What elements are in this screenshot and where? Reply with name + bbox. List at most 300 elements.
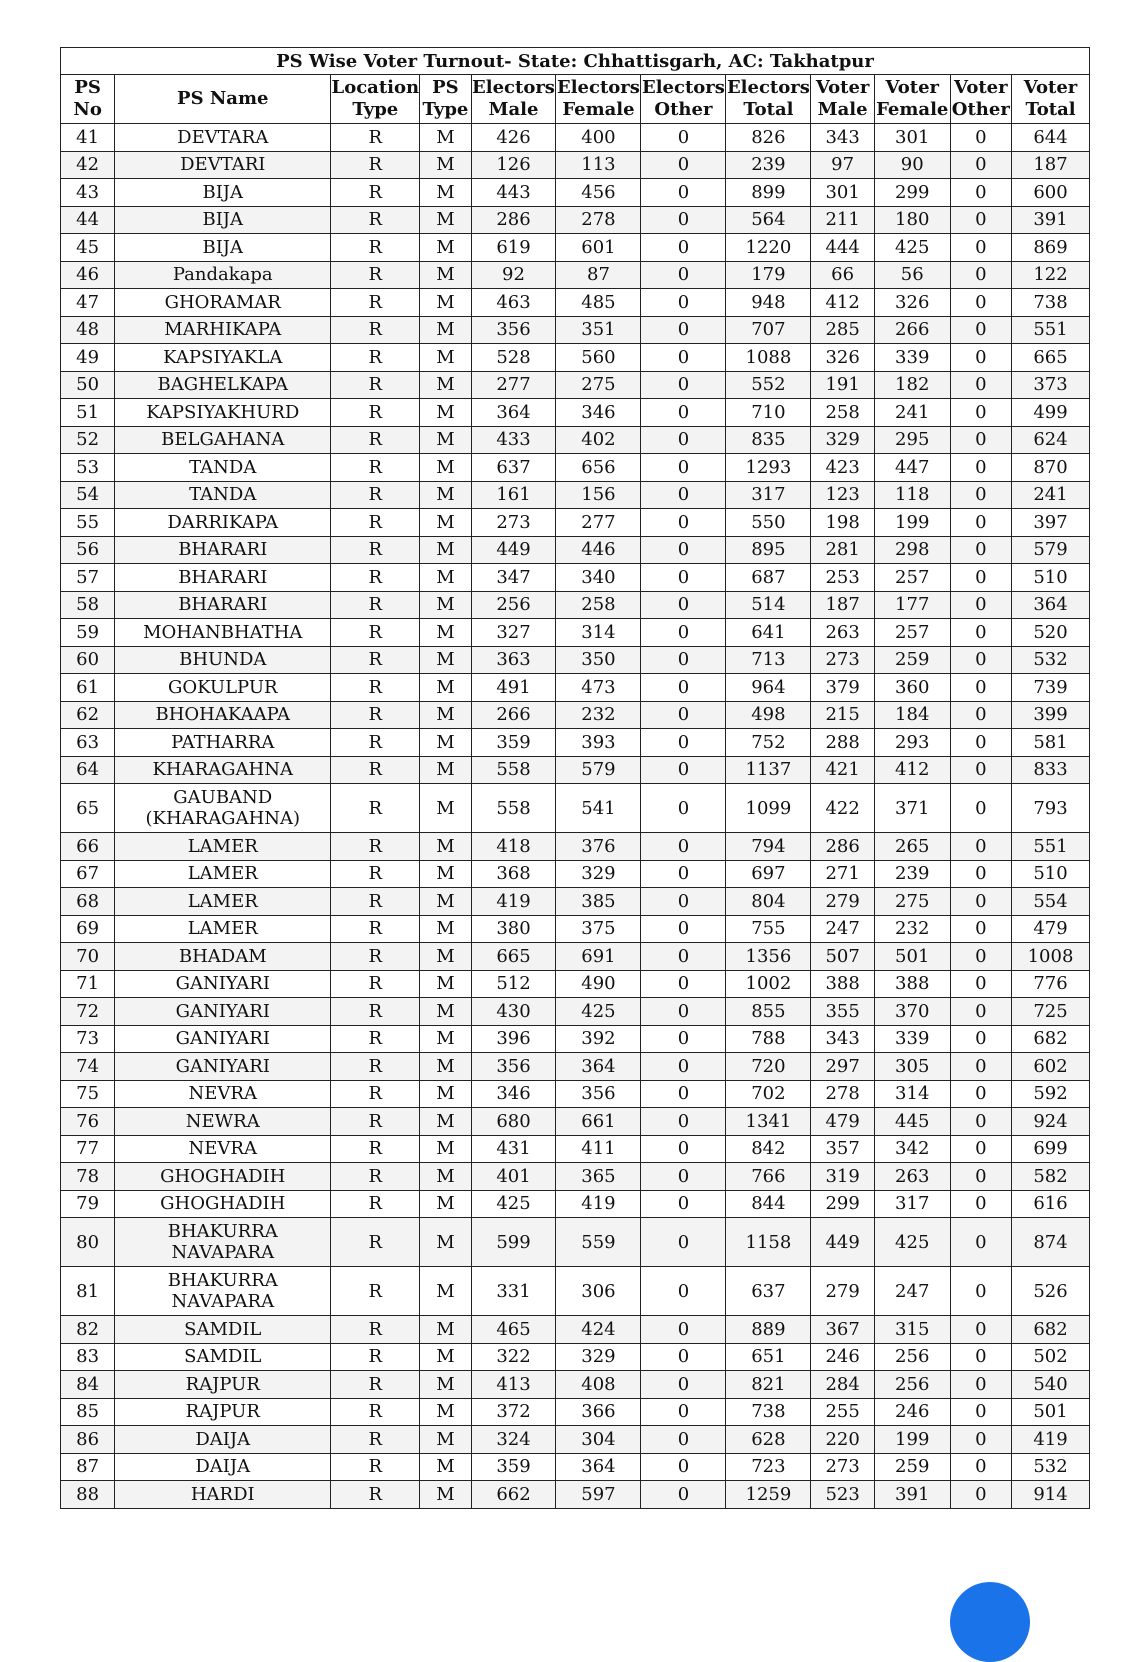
- cell-electors-male: 443: [471, 179, 556, 207]
- cell-location-type: R: [331, 426, 420, 454]
- cell-electors-female: 411: [556, 1135, 641, 1163]
- cell-voter-total: 551: [1012, 833, 1090, 861]
- cell-ps-no: 82: [61, 1316, 115, 1344]
- cell-ps-type: M: [420, 674, 471, 702]
- cell-location-type: R: [331, 179, 420, 207]
- cell-ps-no: 83: [61, 1343, 115, 1371]
- cell-voter-total: 510: [1012, 564, 1090, 592]
- cell-voter-other: 0: [950, 998, 1011, 1026]
- cell-voter-other: 0: [950, 1343, 1011, 1371]
- cell-ps-name: GANIYARI: [115, 1025, 331, 1053]
- cell-ps-no: 59: [61, 619, 115, 647]
- cell-electors-female: 597: [556, 1481, 641, 1509]
- cell-ps-no: 49: [61, 344, 115, 372]
- cell-location-type: R: [331, 915, 420, 943]
- header-voter-total: Voter Total: [1012, 75, 1090, 124]
- cell-ps-no: 48: [61, 316, 115, 344]
- cell-electors-male: 491: [471, 674, 556, 702]
- cell-ps-no: 85: [61, 1398, 115, 1426]
- cell-voter-other: 0: [950, 536, 1011, 564]
- table-row: [61, 970, 1090, 998]
- cell-electors-female: 385: [556, 888, 641, 916]
- cell-ps-no: 44: [61, 206, 115, 234]
- cell-electors-female: 366: [556, 1398, 641, 1426]
- cell-voter-female: 182: [874, 371, 950, 399]
- cell-ps-name: GHORAMAR: [115, 289, 331, 317]
- cell-ps-type: M: [420, 729, 471, 757]
- cell-electors-female: 329: [556, 860, 641, 888]
- cell-voter-female: 247: [874, 1267, 950, 1316]
- cell-electors-male: 401: [471, 1163, 556, 1191]
- cell-voter-female: 184: [874, 701, 950, 729]
- cell-electors-total: 855: [726, 998, 811, 1026]
- cell-electors-total: 552: [726, 371, 811, 399]
- cell-electors-female: 656: [556, 454, 641, 482]
- cell-electors-other: 0: [641, 1316, 726, 1344]
- cell-voter-male: 379: [811, 674, 874, 702]
- cell-ps-no: 50: [61, 371, 115, 399]
- cell-ps-type: M: [420, 860, 471, 888]
- cell-voter-other: 0: [950, 970, 1011, 998]
- cell-ps-name: SAMDIL: [115, 1316, 331, 1344]
- cell-voter-total: 479: [1012, 915, 1090, 943]
- header-electors-total: Electors Total: [726, 75, 811, 124]
- cell-location-type: R: [331, 344, 420, 372]
- cell-electors-total: 788: [726, 1025, 811, 1053]
- table-row: [61, 536, 1090, 564]
- cell-electors-total: 628: [726, 1426, 811, 1454]
- cell-electors-male: 619: [471, 234, 556, 262]
- cell-voter-male: 123: [811, 481, 874, 509]
- header-voter-other: Voter Other: [950, 75, 1011, 124]
- cell-voter-other: 0: [950, 756, 1011, 784]
- cell-electors-total: 687: [726, 564, 811, 592]
- cell-voter-total: 682: [1012, 1316, 1090, 1344]
- cell-ps-no: 76: [61, 1108, 115, 1136]
- table-row: [61, 1080, 1090, 1108]
- cell-ps-type: M: [420, 1053, 471, 1081]
- cell-electors-other: 0: [641, 234, 726, 262]
- cell-electors-other: 0: [641, 915, 726, 943]
- cell-voter-total: 725: [1012, 998, 1090, 1026]
- cell-electors-female: 329: [556, 1343, 641, 1371]
- cell-ps-type: M: [420, 1481, 471, 1509]
- cell-ps-name: BHARARI: [115, 536, 331, 564]
- cell-electors-male: 425: [471, 1190, 556, 1218]
- cell-ps-no: 63: [61, 729, 115, 757]
- cell-electors-male: 662: [471, 1481, 556, 1509]
- cell-voter-other: 0: [950, 399, 1011, 427]
- cell-electors-female: 350: [556, 646, 641, 674]
- cell-electors-total: 804: [726, 888, 811, 916]
- cell-location-type: R: [331, 888, 420, 916]
- cell-voter-total: 793: [1012, 784, 1090, 833]
- cell-ps-name: BHAKURRA NAVAPARA: [115, 1218, 331, 1267]
- cell-electors-total: 1341: [726, 1108, 811, 1136]
- cell-electors-female: 485: [556, 289, 641, 317]
- cell-electors-total: 1088: [726, 344, 811, 372]
- cell-voter-other: 0: [950, 1316, 1011, 1344]
- cell-voter-male: 388: [811, 970, 874, 998]
- cell-voter-other: 0: [950, 860, 1011, 888]
- cell-electors-other: 0: [641, 399, 726, 427]
- cell-location-type: R: [331, 261, 420, 289]
- cell-electors-male: 449: [471, 536, 556, 564]
- cell-voter-total: 364: [1012, 591, 1090, 619]
- cell-location-type: R: [331, 701, 420, 729]
- cell-ps-no: 46: [61, 261, 115, 289]
- cell-electors-male: 331: [471, 1267, 556, 1316]
- cell-voter-male: 297: [811, 1053, 874, 1081]
- cell-electors-total: 723: [726, 1453, 811, 1481]
- cell-voter-male: 273: [811, 646, 874, 674]
- table-row: [61, 1218, 1090, 1267]
- cell-voter-female: 199: [874, 509, 950, 537]
- cell-electors-female: 314: [556, 619, 641, 647]
- cell-voter-total: 833: [1012, 756, 1090, 784]
- cell-ps-no: 74: [61, 1053, 115, 1081]
- cell-electors-other: 0: [641, 1343, 726, 1371]
- cell-ps-no: 70: [61, 943, 115, 971]
- cell-ps-name: GAUBAND (KHARAGAHNA): [115, 784, 331, 833]
- cell-electors-male: 372: [471, 1398, 556, 1426]
- cell-ps-name: NEVRA: [115, 1135, 331, 1163]
- cell-voter-other: 0: [950, 1053, 1011, 1081]
- cell-voter-other: 0: [950, 289, 1011, 317]
- cell-ps-no: 75: [61, 1080, 115, 1108]
- cell-ps-name: GANIYARI: [115, 970, 331, 998]
- table-row: [61, 915, 1090, 943]
- table-row: [61, 1481, 1090, 1509]
- cell-electors-other: 0: [641, 1267, 726, 1316]
- table-row: [61, 344, 1090, 372]
- cell-electors-other: 0: [641, 784, 726, 833]
- cell-ps-no: 54: [61, 481, 115, 509]
- cell-voter-other: 0: [950, 1190, 1011, 1218]
- cell-electors-male: 356: [471, 1053, 556, 1081]
- cell-electors-total: 707: [726, 316, 811, 344]
- cell-ps-name: BIJA: [115, 179, 331, 207]
- cell-electors-total: 895: [726, 536, 811, 564]
- cell-voter-other: 0: [950, 701, 1011, 729]
- cell-ps-type: M: [420, 536, 471, 564]
- cell-location-type: R: [331, 1025, 420, 1053]
- cell-ps-type: M: [420, 1190, 471, 1218]
- cell-voter-other: 0: [950, 915, 1011, 943]
- cell-voter-other: 0: [950, 1025, 1011, 1053]
- cell-ps-type: M: [420, 1218, 471, 1267]
- cell-electors-total: 794: [726, 833, 811, 861]
- cell-electors-female: 346: [556, 399, 641, 427]
- cell-voter-male: 357: [811, 1135, 874, 1163]
- cell-voter-total: 579: [1012, 536, 1090, 564]
- cell-electors-total: 641: [726, 619, 811, 647]
- cell-electors-other: 0: [641, 509, 726, 537]
- cell-electors-male: 637: [471, 454, 556, 482]
- cell-electors-female: 661: [556, 1108, 641, 1136]
- cell-electors-male: 665: [471, 943, 556, 971]
- cell-electors-total: 821: [726, 1371, 811, 1399]
- cell-location-type: R: [331, 591, 420, 619]
- cell-electors-other: 0: [641, 888, 726, 916]
- cell-voter-total: 582: [1012, 1163, 1090, 1191]
- cell-electors-total: 564: [726, 206, 811, 234]
- cell-ps-name: BELGAHANA: [115, 426, 331, 454]
- cell-electors-male: 463: [471, 289, 556, 317]
- cell-voter-female: 370: [874, 998, 950, 1026]
- cell-voter-total: 554: [1012, 888, 1090, 916]
- cell-voter-female: 239: [874, 860, 950, 888]
- cell-electors-other: 0: [641, 1163, 726, 1191]
- table-row: [61, 833, 1090, 861]
- header-row: [61, 75, 1090, 124]
- cell-voter-female: 425: [874, 234, 950, 262]
- cell-voter-total: 682: [1012, 1025, 1090, 1053]
- cell-electors-male: 363: [471, 646, 556, 674]
- cell-ps-name: HARDI: [115, 1481, 331, 1509]
- cell-electors-female: 364: [556, 1053, 641, 1081]
- cell-electors-total: 514: [726, 591, 811, 619]
- cell-voter-female: 371: [874, 784, 950, 833]
- cell-voter-total: 665: [1012, 344, 1090, 372]
- cell-voter-total: 532: [1012, 1453, 1090, 1481]
- cell-electors-female: 402: [556, 426, 641, 454]
- cell-electors-female: 356: [556, 1080, 641, 1108]
- cell-electors-female: 365: [556, 1163, 641, 1191]
- cell-voter-male: 97: [811, 151, 874, 179]
- cell-ps-no: 81: [61, 1267, 115, 1316]
- cell-ps-type: M: [420, 833, 471, 861]
- cell-electors-female: 113: [556, 151, 641, 179]
- cell-voter-female: 241: [874, 399, 950, 427]
- cell-electors-total: 889: [726, 1316, 811, 1344]
- cell-ps-no: 88: [61, 1481, 115, 1509]
- table-row: [61, 998, 1090, 1026]
- cell-voter-other: 0: [950, 1218, 1011, 1267]
- cell-location-type: R: [331, 564, 420, 592]
- cell-voter-other: 0: [950, 261, 1011, 289]
- cell-ps-type: M: [420, 1371, 471, 1399]
- cell-ps-name: GANIYARI: [115, 998, 331, 1026]
- cell-ps-type: M: [420, 206, 471, 234]
- cell-electors-female: 340: [556, 564, 641, 592]
- cell-location-type: R: [331, 1426, 420, 1454]
- cell-electors-other: 0: [641, 179, 726, 207]
- table-row: [61, 943, 1090, 971]
- table-body: [61, 124, 1090, 1509]
- cell-ps-type: M: [420, 426, 471, 454]
- cell-ps-no: 61: [61, 674, 115, 702]
- cell-electors-female: 277: [556, 509, 641, 537]
- cell-electors-other: 0: [641, 591, 726, 619]
- cell-ps-type: M: [420, 454, 471, 482]
- cell-electors-male: 465: [471, 1316, 556, 1344]
- table-row: [61, 860, 1090, 888]
- cell-electors-other: 0: [641, 536, 726, 564]
- cell-ps-type: M: [420, 151, 471, 179]
- cell-electors-other: 0: [641, 756, 726, 784]
- cell-voter-male: 279: [811, 888, 874, 916]
- cell-voter-total: 520: [1012, 619, 1090, 647]
- cell-electors-male: 419: [471, 888, 556, 916]
- cell-voter-total: 699: [1012, 1135, 1090, 1163]
- cell-voter-female: 265: [874, 833, 950, 861]
- cell-electors-male: 680: [471, 1108, 556, 1136]
- cell-voter-male: 211: [811, 206, 874, 234]
- table-row: [61, 509, 1090, 537]
- cell-ps-name: RAJPUR: [115, 1371, 331, 1399]
- cell-electors-male: 599: [471, 1218, 556, 1267]
- header-ps-type: PS Type: [420, 75, 471, 124]
- floating-action-button[interactable]: [950, 1582, 1030, 1662]
- cell-electors-male: 346: [471, 1080, 556, 1108]
- cell-voter-female: 445: [874, 1108, 950, 1136]
- cell-voter-other: 0: [950, 1481, 1011, 1509]
- cell-ps-name: MOHANBHATHA: [115, 619, 331, 647]
- cell-electors-total: 239: [726, 151, 811, 179]
- cell-ps-name: PATHARRA: [115, 729, 331, 757]
- cell-voter-male: 343: [811, 1025, 874, 1053]
- cell-ps-no: 69: [61, 915, 115, 943]
- cell-voter-total: 399: [1012, 701, 1090, 729]
- cell-ps-name: BAGHELKAPA: [115, 371, 331, 399]
- cell-voter-other: 0: [950, 426, 1011, 454]
- cell-voter-male: 329: [811, 426, 874, 454]
- voter-turnout-table: [60, 47, 1090, 1509]
- cell-voter-total: 870: [1012, 454, 1090, 482]
- cell-location-type: R: [331, 206, 420, 234]
- cell-electors-total: 179: [726, 261, 811, 289]
- cell-voter-female: 339: [874, 1025, 950, 1053]
- cell-ps-name: BHARARI: [115, 564, 331, 592]
- cell-ps-no: 65: [61, 784, 115, 833]
- cell-voter-female: 299: [874, 179, 950, 207]
- cell-ps-name: BHOHAKAAPA: [115, 701, 331, 729]
- cell-ps-name: BHUNDA: [115, 646, 331, 674]
- cell-ps-name: KAPSIYAKHURD: [115, 399, 331, 427]
- cell-voter-total: 874: [1012, 1218, 1090, 1267]
- cell-electors-female: 351: [556, 316, 641, 344]
- cell-voter-male: 187: [811, 591, 874, 619]
- cell-voter-female: 425: [874, 1218, 950, 1267]
- table-row: [61, 206, 1090, 234]
- table-row: [61, 1316, 1090, 1344]
- cell-voter-male: 198: [811, 509, 874, 537]
- cell-voter-male: 271: [811, 860, 874, 888]
- cell-electors-male: 364: [471, 399, 556, 427]
- cell-ps-no: 72: [61, 998, 115, 1026]
- cell-electors-male: 347: [471, 564, 556, 592]
- cell-voter-other: 0: [950, 591, 1011, 619]
- cell-electors-female: 408: [556, 1371, 641, 1399]
- cell-voter-other: 0: [950, 509, 1011, 537]
- cell-voter-male: 479: [811, 1108, 874, 1136]
- table-row: [61, 261, 1090, 289]
- cell-voter-other: 0: [950, 371, 1011, 399]
- cell-electors-total: 948: [726, 289, 811, 317]
- header-electors-male: Electors Male: [471, 75, 556, 124]
- cell-ps-no: 66: [61, 833, 115, 861]
- cell-electors-male: 359: [471, 1453, 556, 1481]
- cell-ps-no: 84: [61, 1371, 115, 1399]
- cell-ps-no: 53: [61, 454, 115, 482]
- cell-electors-female: 541: [556, 784, 641, 833]
- cell-voter-other: 0: [950, 344, 1011, 372]
- cell-electors-other: 0: [641, 943, 726, 971]
- cell-electors-other: 0: [641, 1135, 726, 1163]
- cell-electors-female: 376: [556, 833, 641, 861]
- cell-voter-other: 0: [950, 1108, 1011, 1136]
- cell-location-type: R: [331, 646, 420, 674]
- cell-voter-other: 0: [950, 151, 1011, 179]
- cell-voter-male: 279: [811, 1267, 874, 1316]
- cell-location-type: R: [331, 1190, 420, 1218]
- cell-voter-total: 419: [1012, 1426, 1090, 1454]
- cell-ps-no: 68: [61, 888, 115, 916]
- header-electors-other: Electors Other: [641, 75, 726, 124]
- cell-ps-name: KHARAGAHNA: [115, 756, 331, 784]
- cell-electors-total: 713: [726, 646, 811, 674]
- cell-location-type: R: [331, 1108, 420, 1136]
- cell-electors-total: 1099: [726, 784, 811, 833]
- cell-voter-other: 0: [950, 124, 1011, 152]
- cell-voter-other: 0: [950, 1163, 1011, 1191]
- cell-ps-type: M: [420, 234, 471, 262]
- cell-ps-name: RAJPUR: [115, 1398, 331, 1426]
- cell-voter-female: 90: [874, 151, 950, 179]
- cell-voter-female: 180: [874, 206, 950, 234]
- cell-electors-total: 752: [726, 729, 811, 757]
- cell-electors-female: 275: [556, 371, 641, 399]
- cell-electors-other: 0: [641, 1426, 726, 1454]
- cell-voter-female: 56: [874, 261, 950, 289]
- cell-ps-no: 67: [61, 860, 115, 888]
- cell-ps-name: NEWRA: [115, 1108, 331, 1136]
- cell-voter-female: 388: [874, 970, 950, 998]
- cell-voter-other: 0: [950, 179, 1011, 207]
- cell-voter-female: 305: [874, 1053, 950, 1081]
- cell-voter-male: 523: [811, 1481, 874, 1509]
- cell-voter-total: 776: [1012, 970, 1090, 998]
- cell-electors-male: 512: [471, 970, 556, 998]
- table-row: [61, 674, 1090, 702]
- cell-ps-type: M: [420, 1453, 471, 1481]
- cell-location-type: R: [331, 860, 420, 888]
- table-row: [61, 371, 1090, 399]
- cell-voter-female: 342: [874, 1135, 950, 1163]
- cell-ps-type: M: [420, 970, 471, 998]
- cell-ps-no: 56: [61, 536, 115, 564]
- cell-electors-female: 601: [556, 234, 641, 262]
- cell-location-type: R: [331, 509, 420, 537]
- cell-voter-other: 0: [950, 943, 1011, 971]
- cell-voter-female: 501: [874, 943, 950, 971]
- cell-ps-type: M: [420, 888, 471, 916]
- cell-ps-type: M: [420, 564, 471, 592]
- cell-electors-other: 0: [641, 1108, 726, 1136]
- header-ps-no: PS No: [61, 75, 115, 124]
- cell-electors-other: 0: [641, 261, 726, 289]
- cell-ps-no: 80: [61, 1218, 115, 1267]
- cell-electors-total: 1356: [726, 943, 811, 971]
- cell-voter-total: 532: [1012, 646, 1090, 674]
- cell-voter-other: 0: [950, 888, 1011, 916]
- cell-electors-female: 304: [556, 1426, 641, 1454]
- cell-electors-other: 0: [641, 371, 726, 399]
- cell-location-type: R: [331, 1135, 420, 1163]
- cell-electors-total: 498: [726, 701, 811, 729]
- cell-electors-other: 0: [641, 344, 726, 372]
